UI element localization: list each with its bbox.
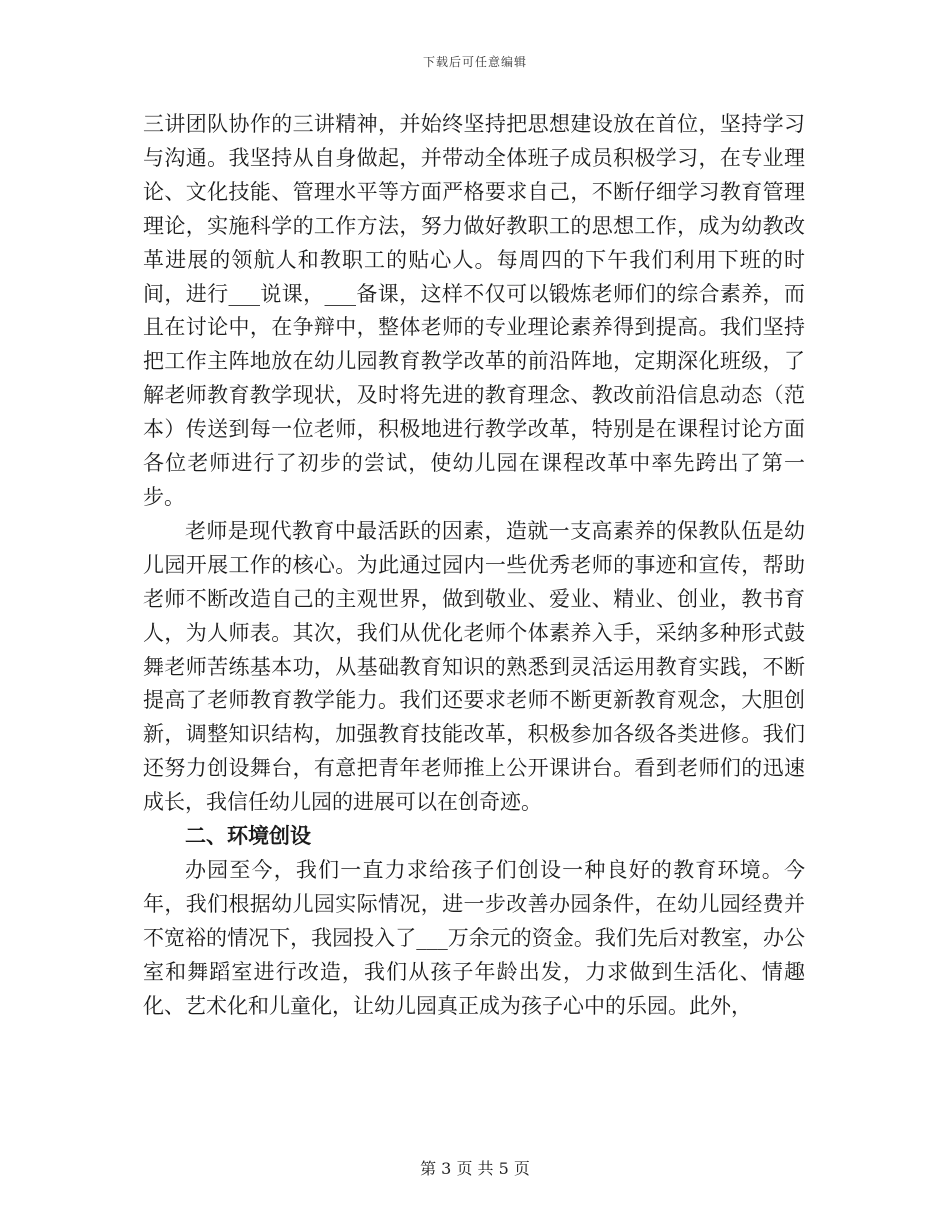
page-footer: 第 3 页 共 5 页	[420, 1159, 530, 1178]
page-header: 下载后可任意编辑	[422, 55, 527, 69]
section-heading: 二、环境创设	[185, 824, 311, 849]
paragraph-3: 办园至今，我们一直力求给孩子们创设一种良好的教育环境。今年，我们根据幼儿园实际情况，进一步改善办园条件，在幼儿园经费并不宽裕的情况下，我园投入了___万余元的资金。我们先后对教室，办公室和舞蹈室进行改造，我们从孩子年龄出发，力求做到生活化、情趣化、艺术化和儿童化，让幼儿园真正成为孩子心中的乐园。此外，	[143, 857, 805, 1018]
paragraph-1: 三讲团队协作的三讲精神，并始终坚持把思想建设放在首位，坚持学习与沟通。我坚持从自身做起，并带动全体班子成员积极学习，在专业理论、文化技能、管理水平等方面严格要求自己，不断仔细学习教育管理理论，实施科学的工作方法，努力做好教职工的思想工作，成为幼教改革进展的领航人和教职工的贴心人。每周四的下午我们利用下班的时间，进行___说课，___备课，这样不仅可以锻炼老师们的综合素养，而且在讨论中，在争辩中，整体老师的专业理论素养得到提高。我们坚持把工作主阵地放在幼儿园教育教学改革的前沿阵地，定期深化班级，了解老师教育教学现状，及时将先进的教育理念、教改前沿信息动态（范本）传送到每一位老师，积极地进行教学改革，特别是在课程讨论方面各位老师进行了初步的尝试，使幼儿园在课程改革中率先跨出了第一步。	[143, 112, 805, 509]
paragraph-2: 老师是现代教育中最活跃的因素，造就一支高素养的保教队伍是幼儿园开展工作的核心。为此通过园内一些优秀老师的事迹和宣传，帮助老师不断改造自己的主观世界，做到敬业、爱业、精业、创业，教书育人，为人师表。其次，我们从优化老师个体素养入手，采纳多种形式鼓舞老师苦练基本功，从基础教育知识的熟悉到灵活运用教育实践，不断提高了老师教育教学能力。我们还要求老师不断更新教育观念，大胆创新，调整知识结构，加强教育技能改革，积极参加各级各类进修。我们还努力创设舞台，有意把青年老师推上公开课讲台。看到老师们的迅速成长，我信任幼儿园的进展可以在创奇迹。	[143, 518, 805, 815]
document-body	[143, 108, 805, 1023]
